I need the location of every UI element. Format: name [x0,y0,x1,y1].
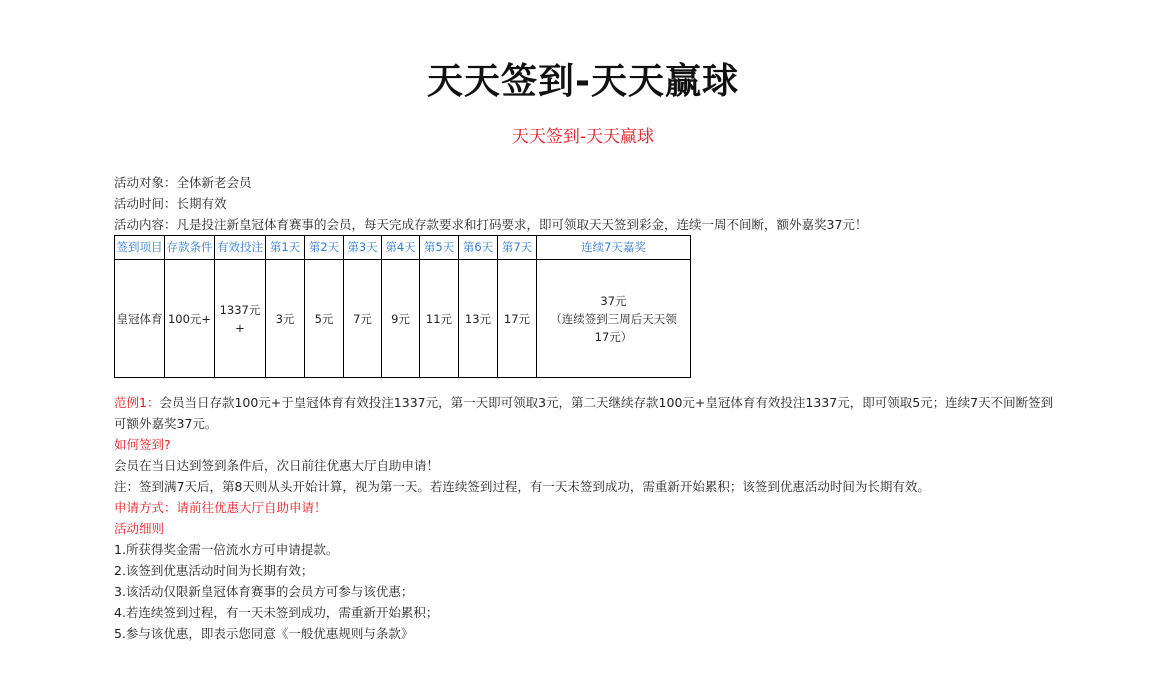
table-cell-day: 5元 [305,260,344,378]
table-cell-bonus [537,260,691,378]
rules-heading: 活动细则 [114,521,165,536]
table-header: 签到项目 [115,236,165,260]
rules-item: 5.参与该优惠，即表示您同意《一般优惠规则与条款》 [114,626,414,641]
table-header: 第4天 [382,236,420,260]
page-title: 天天签到-天天赢球 [427,61,739,102]
table-header: 存款条件 [165,236,215,260]
example-text: 会员当日存款100元+于皇冠体育有效投注1337元，第一天即可领取3元，第二天继续存款100元+皇冠体育有效投注1337元，即可领取5元；连续7天不间断签到可额外嘉奖37元。 [114,395,1054,431]
rules-item: 3.该活动仅限新皇冠体育赛事的会员方可参与该优惠； [114,584,414,599]
table-cell-project: 皇冠体育 [115,260,165,378]
table-cell-day: 11元 [420,260,459,378]
example-paragraph [114,392,1064,434]
table-row [115,260,691,378]
page-subtitle: 天天签到-天天赢球 [511,127,655,147]
table-header: 连续7天嘉奖 [537,236,691,260]
table-header: 第3天 [344,236,382,260]
table-cell-bet: 1337元+ [215,260,266,378]
table-header: 第7天 [498,236,537,260]
example-label: 范例1： [114,395,160,410]
table-cell-day: 3元 [266,260,305,378]
table-header: 第6天 [459,236,498,260]
rules-item: 4.若连续签到过程，有一天未签到成功，需重新开始累积； [114,605,439,620]
howto-line-1: 会员在当日达到签到条件后，次日前往优惠大厅自助申请！ [114,458,440,473]
rules-item: 1.所获得奖金需一倍流水方可申请提款。 [114,542,339,557]
table-header: 第2天 [305,236,344,260]
activity-content: 活动内容：凡是投注新皇冠体育赛事的会员，每天完成存款要求和打码要求，即可领取天天签到彩金，连续一周不间断，额外嘉奖37元！ [114,217,868,232]
table-header: 有效投注 [215,236,266,260]
table-cell-deposit: 100元+ [165,260,215,378]
howto-heading: 如何签到? [114,437,171,452]
table-header: 第1天 [266,236,305,260]
promo-content [114,172,1064,644]
table-cell-day: 13元 [459,260,498,378]
activity-target: 活动对象：全体新老会员 [114,175,252,190]
table-header-row [115,236,691,260]
table-cell-day: 17元 [498,260,537,378]
rules-item: 2.该签到优惠活动时间为长期有效； [114,563,314,578]
apply-method: 申请方式：请前往优惠大厅自助申请！ [114,500,327,515]
bonus-amount: 37元 [600,293,627,308]
bonus-note: （连续签到三周后天天领17元） [550,311,677,344]
table-cell-day: 7元 [344,260,382,378]
table-cell-day: 9元 [382,260,420,378]
activity-time: 活动时间：长期有效 [114,196,227,211]
signin-reward-table [114,235,691,378]
howto-line-2: 注：签到满7天后，第8天则从头开始计算，视为第一天。若连续签到过程，有一天未签到成功，需重新开始累积；该签到优惠活动时间为长期有效。 [114,479,930,494]
table-header: 第5天 [420,236,459,260]
